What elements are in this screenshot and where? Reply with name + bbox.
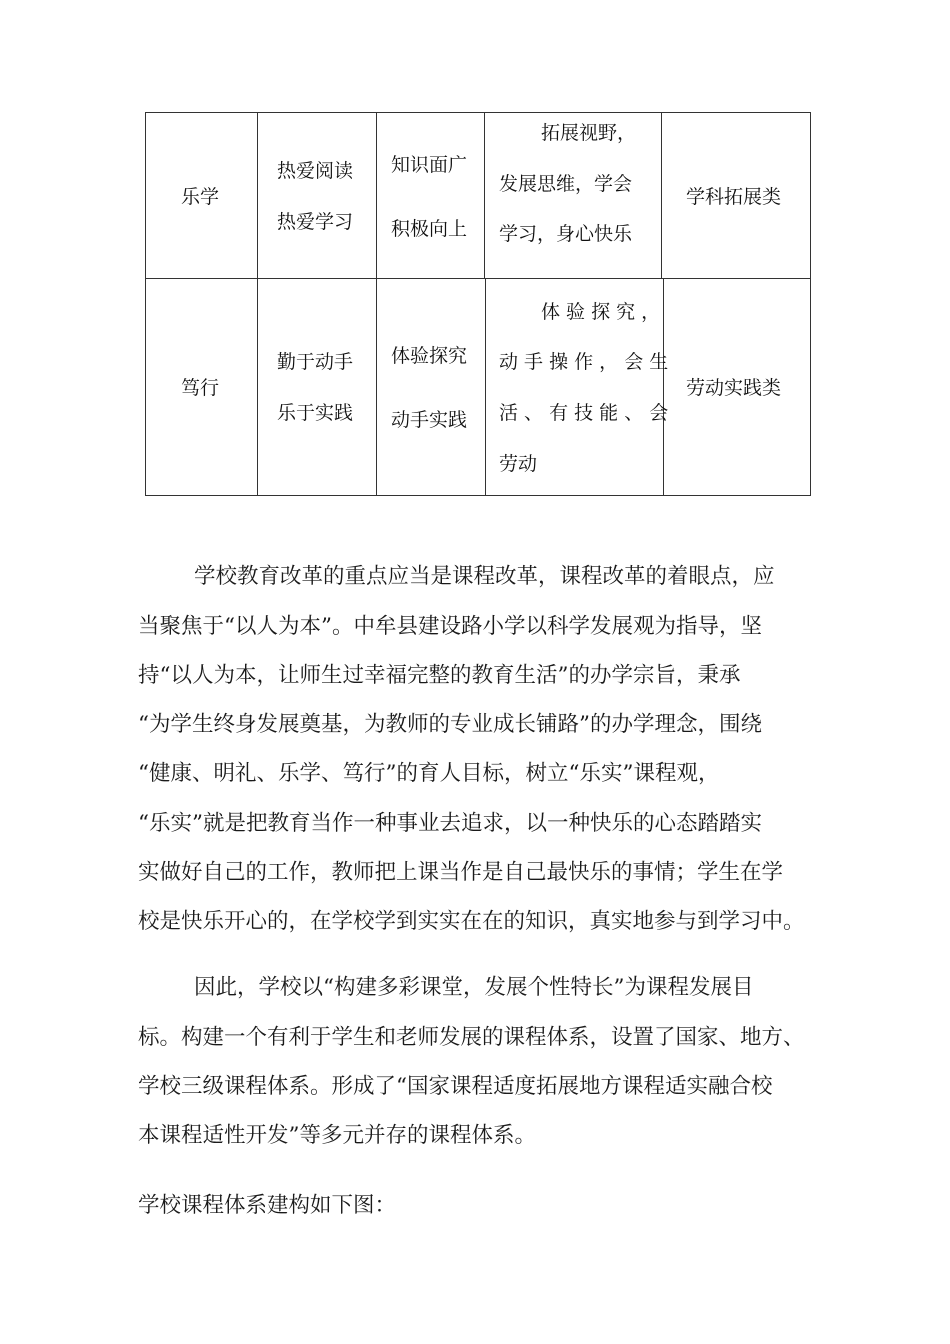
row-category: 学科拓展类 <box>686 186 782 208</box>
paragraph-line: 学校教育改革的重点应当是课程改革，课程改革的着眼点，应 <box>194 564 775 589</box>
paragraph-line: 校是快乐开心的，在学校学到实实在在的知识，真实地参与到学习中。 <box>138 909 805 934</box>
row-description-line: 发展思维，学会 <box>499 173 633 195</box>
row-description-line: 活 、 有 技 能 、 会 <box>499 402 669 424</box>
paragraph-line: 持“以人为本，让师生过幸福完整的教育生活”的办学宗旨，秉承 <box>138 663 741 688</box>
row-quality-line: 体验探究 <box>391 345 468 367</box>
body-paragraph <box>138 562 838 942</box>
paragraph-line: 学校课程体系建构如下图： <box>138 1193 397 1218</box>
paragraph-line: 学校三级课程体系。形成了“国家课程适度拓展地方课程适实融合校 <box>138 1074 773 1099</box>
paragraph-line: 当聚焦于“以人为本”。中牟县建设路小学以科学发展观为指导，坚 <box>138 614 762 639</box>
table-row <box>145 112 811 278</box>
row-description-line: 拓展视野， <box>541 122 637 144</box>
row-quality-line: 积极向上 <box>391 218 468 240</box>
body-paragraph <box>138 973 838 1163</box>
curriculum-table <box>145 112 811 496</box>
row-description-line: 劳动 <box>499 453 538 475</box>
row-goal-line: 热爱阅读 <box>277 160 354 182</box>
paragraph-line: “为学生终身发展奠基，为教师的专业成长铺路”的办学理念，围绕 <box>138 712 762 737</box>
row-category: 劳动实践类 <box>686 377 782 399</box>
paragraph-line: 因此，学校以“构建多彩课堂，发展个性特长”为课程发展目 <box>194 975 754 1000</box>
row-goal-line: 热爱学习 <box>277 211 354 233</box>
paragraph-line: “乐实”就是把教育当作一种事业去追求，以一种快乐的心态踏踏实 <box>138 811 762 836</box>
row-description-line: 体 验 探 究 ， <box>541 301 661 323</box>
row-description-line: 动 手 操 作 ， 会 生 <box>499 351 669 373</box>
body-paragraph <box>138 1191 838 1231</box>
row-goal-line: 乐于实践 <box>277 402 354 424</box>
row-description-line: 学习，身心快乐 <box>499 223 633 245</box>
row-quality-line: 知识面广 <box>391 154 468 176</box>
row-name: 笃行 <box>181 377 220 399</box>
paragraph-line: 标。构建一个有利于学生和老师发展的课程体系，设置了国家、地方、 <box>138 1025 805 1050</box>
row-name: 乐学 <box>181 186 220 208</box>
row-quality-line: 动手实践 <box>391 409 468 431</box>
paragraph-line: 本课程适性开发”等多元并存的课程体系。 <box>138 1123 536 1148</box>
row-goal-line: 勤于动手 <box>277 351 354 373</box>
paragraph-line: 实做好自己的工作，教师把上课当作是自己最快乐的事情；学生在学 <box>138 860 784 885</box>
paragraph-line: “健康、明礼、乐学、笃行”的育人目标，树立“乐实”课程观， <box>138 761 720 786</box>
table-row <box>145 278 811 496</box>
